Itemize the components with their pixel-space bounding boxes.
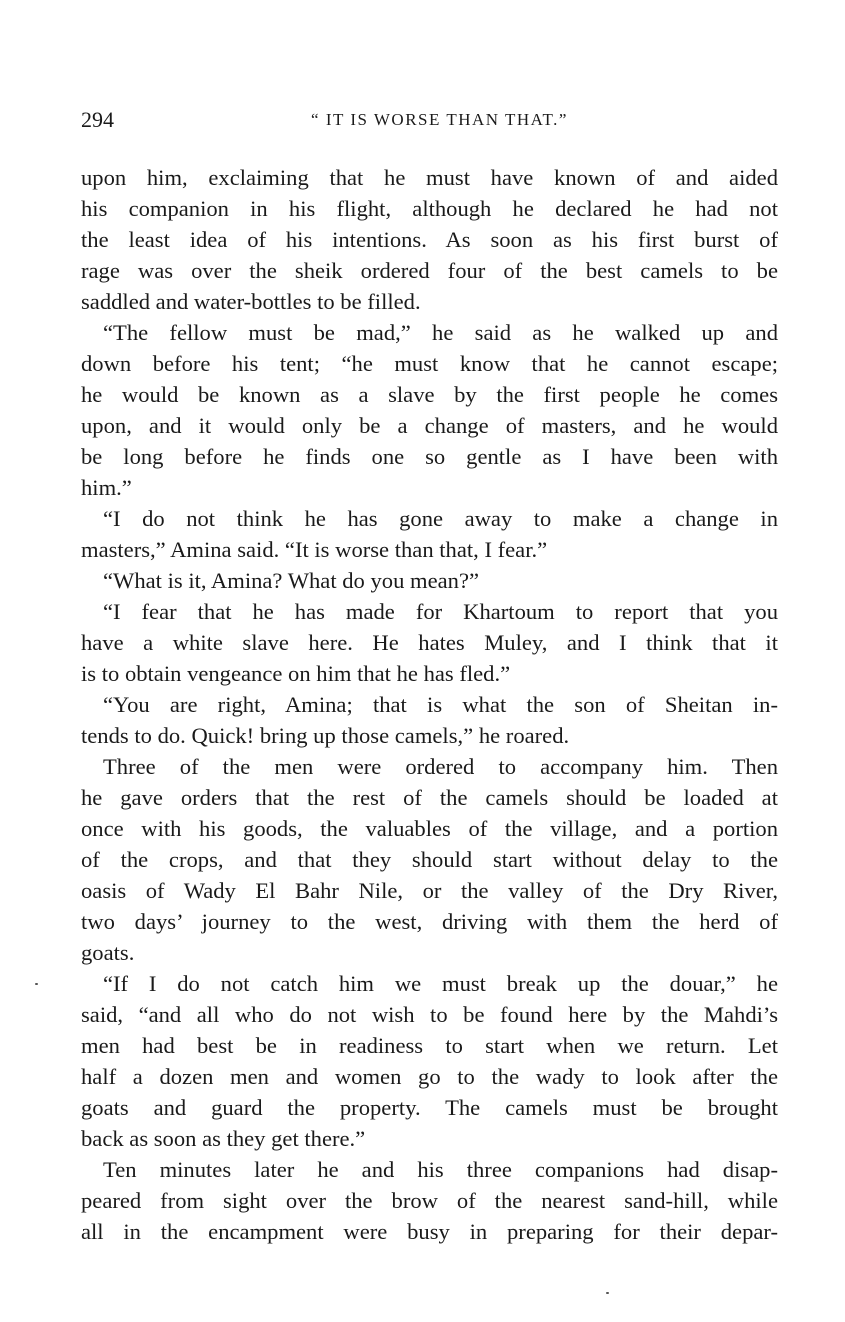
text-line: Ten minutes later he and his three companions had disap- bbox=[103, 1157, 778, 1182]
text-line: said, “and all who do not wish to be found here by the Mahdi’s bbox=[81, 1002, 778, 1027]
text-line: is to obtain vengeance on him that he has fled.” bbox=[81, 661, 511, 686]
text-line: all in the encampment were busy in preparing for their depar- bbox=[81, 1219, 778, 1244]
text-line: upon him, exclaiming that he must have known of and aided bbox=[81, 165, 778, 190]
text-line: down before his tent; “he must know that he cannot escape; bbox=[81, 351, 778, 376]
text-line: masters,” Amina said. “It is worse than that, I fear.” bbox=[81, 537, 548, 562]
text-line: tends to do. Quick! bring up those camels,” he roared. bbox=[81, 723, 570, 748]
text-line: Three of the men were ordered to accompany him. Then bbox=[103, 754, 778, 779]
text-line: “What is it, Amina? What do you mean?” bbox=[103, 568, 480, 593]
text-line: have a white slave here. He hates Muley, and I think that it bbox=[81, 630, 778, 655]
text-line: goats. bbox=[81, 940, 135, 965]
text-line: him.” bbox=[81, 475, 132, 500]
text-line: two days’ journey to the west, driving with them the herd of bbox=[81, 909, 778, 934]
text-line: he gave orders that the rest of the camels should be loaded at bbox=[81, 785, 778, 810]
page-number: 294 bbox=[81, 107, 114, 132]
margin-speck bbox=[35, 983, 38, 985]
text-line: his companion in his flight, although he declared he had not bbox=[81, 196, 778, 221]
text-line: rage was over the sheik ordered four of the best camels to be bbox=[81, 258, 778, 283]
book-page bbox=[81, 104, 778, 1247]
text-line: he would be known as a slave by the first people he comes bbox=[81, 382, 778, 407]
text-line: the least idea of his intentions. As soon as his first burst of bbox=[81, 227, 778, 252]
running-head: “ IT IS WORSE THAN THAT.” bbox=[311, 110, 568, 129]
text-line: “You are right, Amina; that is what the son of Sheitan in- bbox=[103, 692, 778, 717]
text-line: of the crops, and that they should start without delay to the bbox=[81, 847, 778, 872]
text-line: back as soon as they get there.” bbox=[81, 1126, 366, 1151]
text-line: half a dozen men and women go to the wady to look after the bbox=[81, 1064, 778, 1089]
text-line: “The fellow must be mad,” he said as he walked up and bbox=[103, 320, 778, 345]
text-line: peared from sight over the brow of the nearest sand-hill, while bbox=[81, 1188, 778, 1213]
text-line: saddled and water-bottles to be filled. bbox=[81, 289, 421, 314]
text-line: “I do not think he has gone away to make a change in bbox=[103, 506, 778, 531]
page-header bbox=[81, 104, 778, 136]
text-line: “If I do not catch him we must break up the douar,” he bbox=[103, 971, 778, 996]
text-line: men had best be in readiness to start when we return. Let bbox=[81, 1033, 778, 1058]
text-line: once with his goods, the valuables of the village, and a portion bbox=[81, 816, 778, 841]
body-text bbox=[81, 162, 778, 1247]
text-line: oasis of Wady El Bahr Nile, or the valley of the Dry River, bbox=[81, 878, 778, 903]
text-line: be long before he finds one so gentle as I have been with bbox=[81, 444, 778, 469]
margin-speck bbox=[606, 1292, 609, 1294]
text-line: upon, and it would only be a change of masters, and he would bbox=[81, 413, 778, 438]
text-line: goats and guard the property. The camels must be brought bbox=[81, 1095, 778, 1120]
text-line: “I fear that he has made for Khartoum to report that you bbox=[103, 599, 778, 624]
